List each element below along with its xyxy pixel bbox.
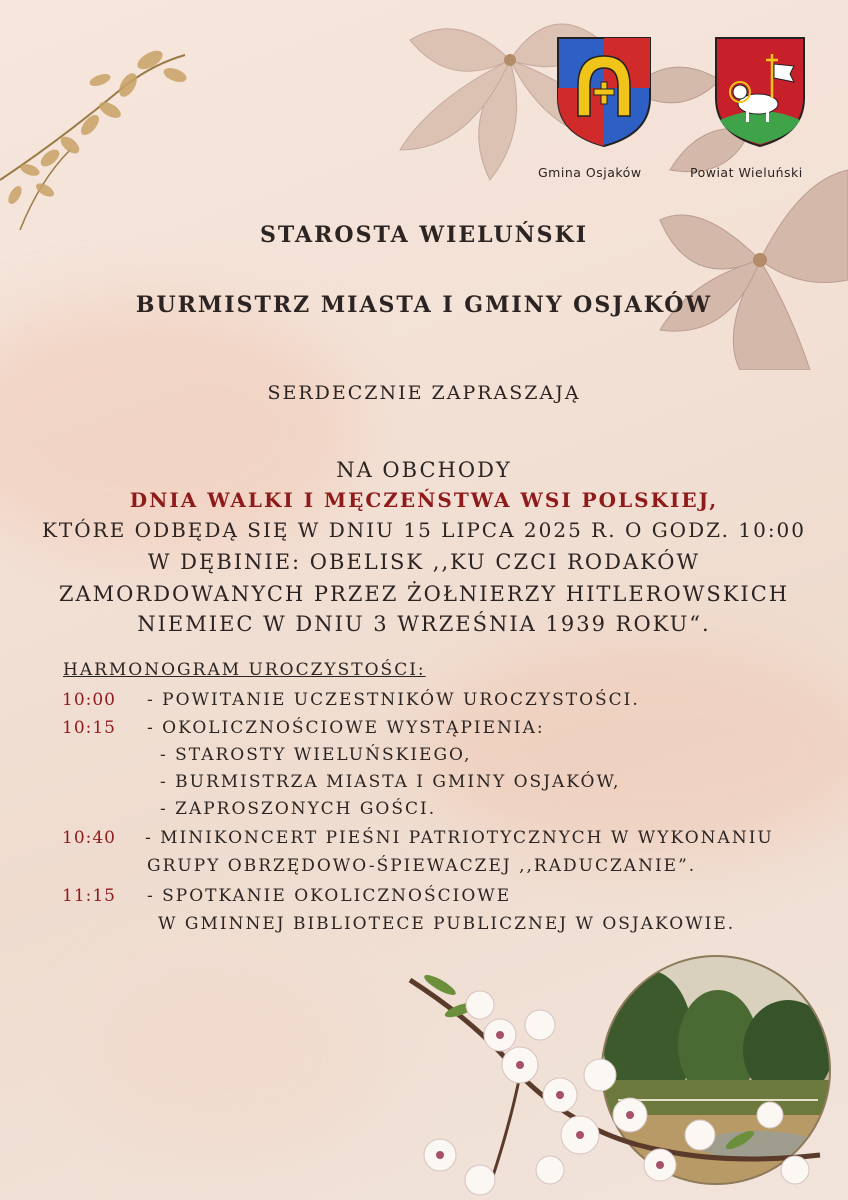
event-date-line: KTÓRE ODBĘDĄ SIĘ W DNIU 15 LIPCA 2025 R. O GODZ. 10:00 — [41, 518, 806, 542]
schedule-item-continuation: GRUPY OBRZĘDOWO-ŚPIEWACZEJ ,,RADUCZANIE”. — [147, 856, 697, 876]
background-wash — [420, 640, 848, 860]
background-wash — [80, 960, 380, 1160]
invite-text: SERDECZNIE ZAPRASZAJĄ — [267, 382, 581, 404]
event-place-line: W DĘBINIE: OBELISK ,,KU CZCI RODAKÓW — [147, 550, 701, 574]
schedule-subitem: - STAROSTY WIELUŃSKIEGO, — [160, 745, 472, 765]
leaf-branch-icon — [0, 30, 200, 230]
schedule-item-continuation: W GMINNEJ BIBLIOTECE PUBLICZNEJ W OSJAKOWIE. — [158, 914, 736, 934]
schedule-item: - SPOTKANIE OKOLICZNOŚCIOWE — [147, 886, 512, 906]
powiat-wielunski-crest — [714, 36, 806, 148]
schedule-title: HARMONOGRAM UROCZYSTOŚCI: — [63, 660, 426, 680]
crest-label-powiat: Powiat Wieluński — [690, 165, 803, 180]
schedule-time: 11:15 — [62, 886, 116, 906]
schedule-subitem: - ZAPROSZONYCH GOŚCI. — [160, 799, 437, 819]
schedule-time: 10:15 — [62, 718, 116, 738]
schedule-item: - POWITANIE UCZESTNIKÓW UROCZYSTOŚCI. — [147, 690, 640, 710]
event-intro: NA OBCHODY — [336, 458, 512, 482]
blossom-branch-icon — [400, 965, 830, 1200]
heading-starosta: STAROSTA WIELUŃSKI — [260, 222, 588, 248]
schedule-time: 10:40 — [62, 828, 116, 848]
heading-burmistrz: BURMISTRZ MIASTA I GMINY OSJAKÓW — [135, 292, 713, 318]
gmina-osjakow-crest — [556, 36, 652, 148]
schedule-item: - OKOLICZNOŚCIOWE WYSTĄPIENIA: — [147, 718, 545, 738]
event-name: DNIA WALKI I MĘCZEŃSTWA WSI POLSKIEJ, — [129, 488, 719, 512]
crest-label-gmina: Gmina Osjaków — [538, 165, 642, 180]
schedule-subitem: - BURMISTRZA MIASTA I GMINY OSJAKÓW, — [160, 772, 621, 792]
event-place-line: ZAMORDOWANYCH PRZEZ ŻOŁNIERZY HITLEROWSKICH — [58, 582, 790, 606]
schedule-item: - MINIKONCERT PIEŚNI PATRIOTYCZNYCH W WYKONANIU — [145, 828, 774, 848]
event-place-line: NIEMIEC W DNIU 3 WRZEŚNIA 1939 ROKU“. — [137, 612, 711, 636]
schedule-time: 10:00 — [62, 690, 116, 710]
